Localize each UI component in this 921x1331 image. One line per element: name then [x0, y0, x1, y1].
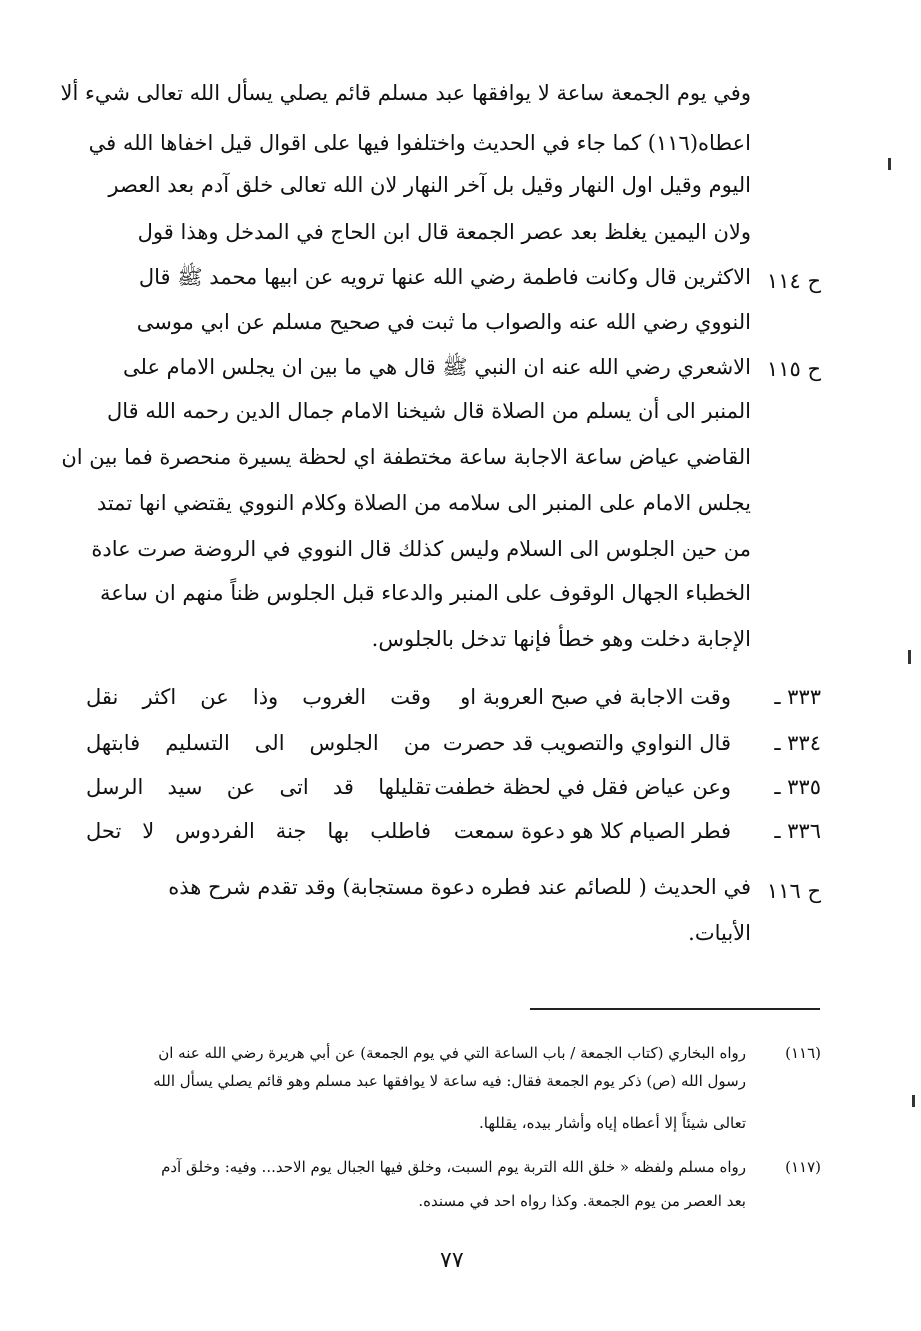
body-line: الاكثرين قال وكانت فاطمة رضي الله عنها ترويه عن ابيها محمد ﷺ قال [138, 265, 751, 289]
body-line: الإجابة دخلت وهو خطأ فإنها تدخل بالجلوس. [371, 627, 751, 651]
verse-number: ٣٣٥ ـ [774, 775, 821, 799]
body-line: يجلس الامام على المنبر الى سلامه من الصلاة وكلام النووي يقتضي انها تمتد [96, 491, 751, 515]
footnote-line: رسول الله (ص) ذكر يوم الجمعة فقال: فيه ساعة لا يوافقها عبد مسلم وهو قائم يصلي يسأل الله [153, 1072, 746, 1090]
body-line: القاضي عياض ساعة الاجابة ساعة مختطفة اي لحظة يسيرة منحصرة فما بين ان [61, 445, 751, 469]
scan-mark [888, 158, 891, 170]
footnote-line: رواه البخاري (كتاب الجمعة / باب الساعة التي في يوم الجمعة) عن أبي هريرة رضي الله عنه ان [158, 1044, 746, 1062]
body-line: اليوم وقيل اول النهار وقيل بل آخر النهار لان الله تعالى خلق آدم بعد العصر [108, 173, 751, 197]
footnote-line: رواه مسلم ولفظه « خلق الله التربة يوم السبت، وخلق فيها الجبال يوم الاحد... وفيه: وخلق آدم [161, 1158, 746, 1176]
verse-second-hemistich: تقليلها قد اتى عن سيد الرسل [86, 775, 431, 799]
footnote-line: تعالى شيئاً إلا أعطاه إياه وأشار بيده، يقللها. [479, 1114, 746, 1132]
verse-first-hemistich: وعن عياض فقل في لحظة خطفت [434, 775, 731, 799]
verse-second-hemistich: فاطلب بها جنة الفردوس لا تحل [86, 819, 431, 843]
footnote-number: (١١٧) [785, 1158, 821, 1176]
footnote-line: بعد العصر من يوم الجمعة. وكذا رواه احد في مسنده. [418, 1192, 746, 1210]
scan-mark [912, 1095, 915, 1107]
hadith-marker: ح ١١٦ [766, 879, 821, 903]
body-line: الأبيات. [688, 921, 751, 945]
body-line: الخطباء الجهال الوقوف على المنبر والدعاء قبل الجلوس ظناً منهم ان ساعة [100, 581, 751, 605]
body-line: في الحديث ( للصائم عند فطره دعوة مستجابة) وقد تقدم شرح هذه [168, 875, 751, 899]
hadith-marker: ح ١١٥ [766, 357, 821, 381]
verse-first-hemistich: قال النواوي والتصويب قد حصرت [442, 731, 731, 755]
hadith-marker: ح ١١٤ [766, 269, 821, 293]
verse-second-hemistich: وقت الغروب وذا عن اكثر نقل [86, 685, 431, 709]
scan-mark [908, 650, 911, 664]
verse-second-hemistich: من الجلوس الى التسليم فابتهل [86, 731, 431, 755]
verse-first-hemistich: وقت الاجابة في صبح العروبة او [460, 685, 731, 709]
verse-number: ٣٣٤ ـ [774, 731, 821, 755]
body-line: المنبر الى أن يسلم من الصلاة قال شيخنا الامام جمال الدين رحمه الله قال [106, 399, 751, 423]
body-line: من حين الجلوس الى السلام وليس كذلك قال النووي في الروضة صرت عادة [91, 537, 751, 561]
verse-first-hemistich: فطر الصيام كلا هو دعوة سمعت [453, 819, 731, 843]
page-number: ٧٧ [440, 1248, 464, 1273]
verse-number: ٣٣٣ ـ [774, 685, 821, 709]
body-line: وفي يوم الجمعة ساعة لا يوافقها عبد مسلم قائم يصلي يسأل الله تعالى شيء ألا [60, 81, 751, 105]
body-line: ولان اليمين يغلظ بعد عصر الجمعة قال ابن الحاج في المدخل وهذا قول [137, 220, 751, 244]
body-line: اعطاه(١١٦) كما جاء في الحديث واختلفوا فيها على اقوال قيل اخفاها الله في [88, 131, 751, 155]
verse-number: ٣٣٦ ـ [774, 819, 821, 843]
footnote-number: (١١٦) [785, 1044, 821, 1062]
body-line: النووي رضي الله عنه والصواب ما ثبت في صحيح مسلم عن ابي موسى [136, 310, 751, 334]
body-line: الاشعري رضي الله عنه ان النبي ﷺ قال هي ما بين ان يجلس الامام على [122, 355, 751, 379]
footnote-separator [530, 1008, 820, 1010]
